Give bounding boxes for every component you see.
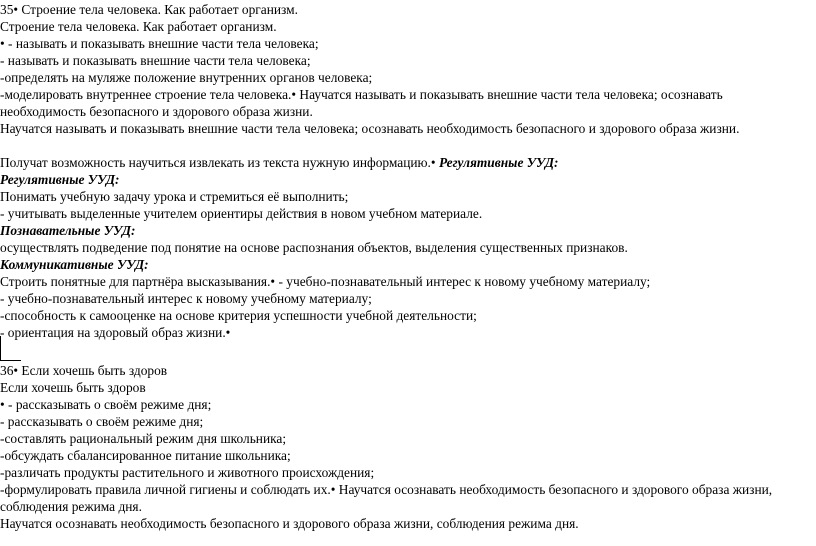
text-line: - учебно-познавательный интерес к новому учебному материалу; — [0, 291, 372, 306]
section-heading-communicative: Коммуникативные УУД: — [0, 257, 149, 272]
section-heading-regulatory: Регулятивные УУД: — [0, 172, 120, 187]
text-line: Научатся называть и показывать внешние части тела человека; осознавать необходимость безопасного и здорового образа жизни. — [0, 121, 740, 136]
text-line: • - рассказывать о своём режиме дня; — [0, 397, 212, 412]
text-line: -способность к самооценке на основе критерия успешности учебной деятельности; — [0, 308, 477, 323]
text-line: -составлять рациональный режим дня школьника; — [0, 431, 287, 446]
text-line: -определять на муляже положение внутренних органов человека; — [0, 70, 373, 85]
text-line: - ориентация на здоровый образ жизни.• — [0, 325, 231, 340]
text-line: -обсуждать сбалансированное питание школьника; — [0, 448, 291, 463]
section-label-regulatory: Регулятивные УУД: — [435, 155, 559, 170]
text-line: - называть и показывать внешние части тела человека; — [0, 53, 311, 68]
text-line: Строить понятные для партнёра высказывания.• - учебно-познавательный интерес к новому учебному материалу; — [0, 274, 651, 289]
text-line: -различать продукты растительного и животного происхождения; — [0, 465, 375, 480]
lesson-36-heading: 36• Если хочешь быть здоров — [0, 363, 168, 378]
text-line — [0, 154, 812, 171]
lesson-36-title: Если хочешь быть здоров — [0, 380, 146, 395]
text-line: - учитывать выделенные учителем ориентиры действия в новом учебном материале. — [0, 206, 483, 221]
text-line: - рассказывать о своём режиме дня; — [0, 414, 204, 429]
text-paragraph: -формулировать правила личной гигиены и соблюдать их.• Научатся осознавать необходимость безопасного и здорового образа жизни, соблюдения режима дня. — [0, 482, 773, 514]
lesson-35-title: Строение тела человека. Как работает организм. — [0, 19, 277, 34]
section-heading-cognitive: Познавательные УУД: — [0, 223, 136, 238]
text-span: Получат возможность научиться извлекать из текста нужную информацию.• — [0, 155, 436, 170]
text-line: • - называть и показывать внешние части тела человека; — [0, 36, 319, 51]
image-placeholder — [0, 336, 21, 361]
text-line: Понимать учебную задачу урока и стремиться её выполнить; — [0, 189, 349, 204]
text-paragraph: -моделировать внутреннее строение тела человека.• Научатся называть и показывать внешние части тела человека; осознавать необходимость безопасного и здорового образа жизни. — [0, 87, 723, 119]
text-line: Научатся осознавать необходимость безопасного и здорового образа жизни, соблюдения режима дня. — [0, 516, 579, 531]
lesson-35-heading: 35• Строение тела человека. Как работает организм. — [0, 2, 298, 17]
text-line: осуществлять подведение под понятие на основе распознания объектов, выделения существенных признаков. — [0, 240, 628, 255]
